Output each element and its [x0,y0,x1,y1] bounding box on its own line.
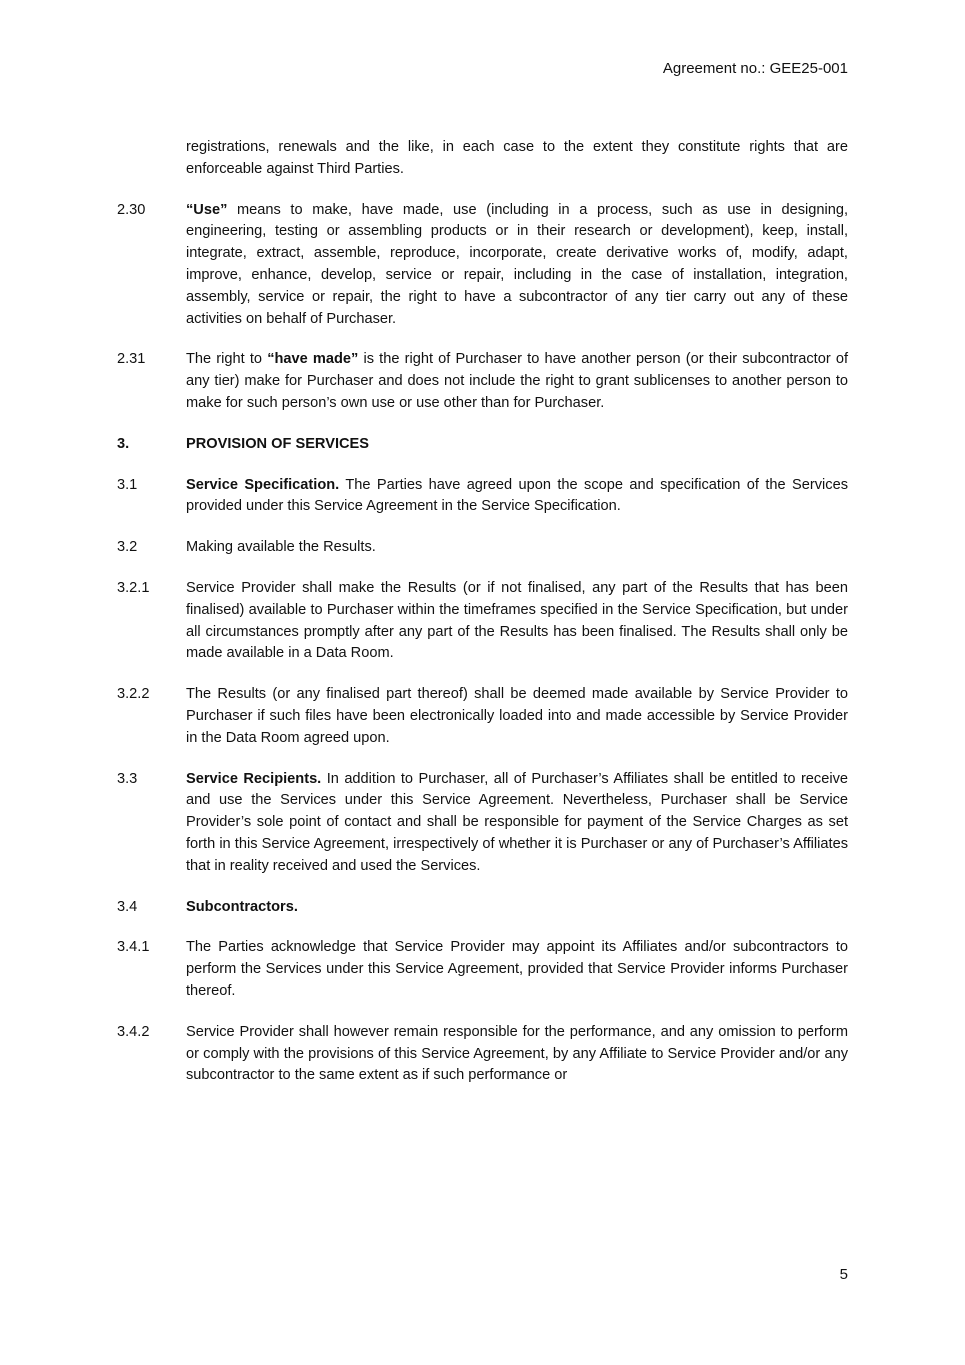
clause-text: Service Provider shall make the Results (or if not finalised, any part of the Results that has been finalised) available to Purchaser within the timeframes specified in the Service Specification, but under all circumstances promptly after any part of the Results has been finalised. The Results shall only be made available in a Data Room. [186,579,848,662]
clause-2-30 [117,200,848,331]
section-number: 3. [117,435,130,452]
clause-number: 3.4.1 [117,939,150,956]
clause-number: 3.2.2 [117,686,150,703]
section-3-heading [117,434,848,456]
clause-number: 3.3 [117,770,138,787]
clause-text: The Parties acknowledge that Service Provider may appoint its Affiliates and/or subcontractors to perform the Services under this Service Agreement, provided that Service Provider informs Purchaser thereof. [186,939,848,999]
clause-number: 2.31 [117,351,146,368]
clause-text [186,769,848,878]
clause-text: Making available the Results. [186,539,376,556]
clause-3-4 [117,897,848,919]
clause-text [186,200,848,331]
clause-text [186,349,848,414]
page-number: 5 [839,1266,848,1283]
clause-body-pre: The right to [186,351,268,368]
clause-body: In addition to Purchaser, all of Purchaser’s Affiliates shall be entitled to receive and use the Services under this Service Agreement. Nevertheless, Purchaser shall be Service Provider’s sole point of contact and shall be responsible for payment of the Service Charges as set forth in this Service Agreement, irrespectively of whether it is Purchaser or any of Purchaser’s Affiliates that in reality received and used the Services. [186,770,848,874]
clause-number: 3.2.1 [117,579,150,596]
clause-2-29-continuation: registrations, renewals and the like, in each case to the extent they constitute rights that are enforceable against Third Parties. [186,139,848,177]
clause-heading: Service Specification. [186,476,340,493]
document-body [117,137,848,1106]
clause-3-1 [117,475,848,519]
clause-heading: Subcontractors. [186,898,298,915]
clause-text [186,475,848,519]
clause-3-4-1 [117,937,848,1002]
clause-2-31 [117,349,848,414]
clause-3-2 [117,537,848,559]
clause-3-2-1 [117,578,848,665]
clause-number: 3.2 [117,539,138,556]
defined-term: “have made” [267,351,359,368]
clause-number: 2.30 [117,201,146,218]
clause-heading: Service Recipients. [186,770,322,787]
clause-text: Service Provider shall however remain responsible for the performance, and any omission to perform or comply with the provisions of this Service Agreement, by any Affiliate to Service Provider and/or any subcontractor to the same extent as if such performance or [186,1023,848,1084]
clause-3-4-2 [117,1022,848,1087]
clause-body: The Parties have agreed upon the scope and specification of the Services provided under this Service Agreement in the Service Specification. [186,476,848,515]
clause-3-2-2 [117,684,848,749]
clause-text: The Results (or any finalised part thereof) shall be deemed made available by Service Provider to Purchaser if such files have been electronically loaded into and made accessible by Service Provider in the Data Room agreed upon. [186,686,848,746]
defined-term: “Use” [186,201,228,218]
clause-3-3 [117,769,848,878]
clause-body: means to make, have made, use (including in a process, such as use in designing, engineering, testing or assembling products or in their research or development), keep, install, integrate, extract, assemble, reproduce, incorporate, create derivative works of, modify, adapt, improve, enhance, develop, service or repair, including in the case of installation, integration, assembly, service or repair, the right to have a subcontractor of any tier carry out any of these activities on behalf of Purchaser. [186,201,848,327]
clause-number: 3.4.2 [117,1023,150,1040]
clause-text [186,897,848,919]
clause-body: is the right of Purchaser to have another person (or their subcontractor of any tier) make for Purchaser and does not include the right to grant sublicenses to another person to make for such person’s own use or use other than for Purchaser. [186,351,849,411]
clause-number: 3.1 [117,476,138,493]
clause-number: 3.4 [117,898,138,915]
section-title: PROVISION OF SERVICES [186,435,370,452]
agreement-number: Agreement no.: GEE25-001 [662,60,848,77]
